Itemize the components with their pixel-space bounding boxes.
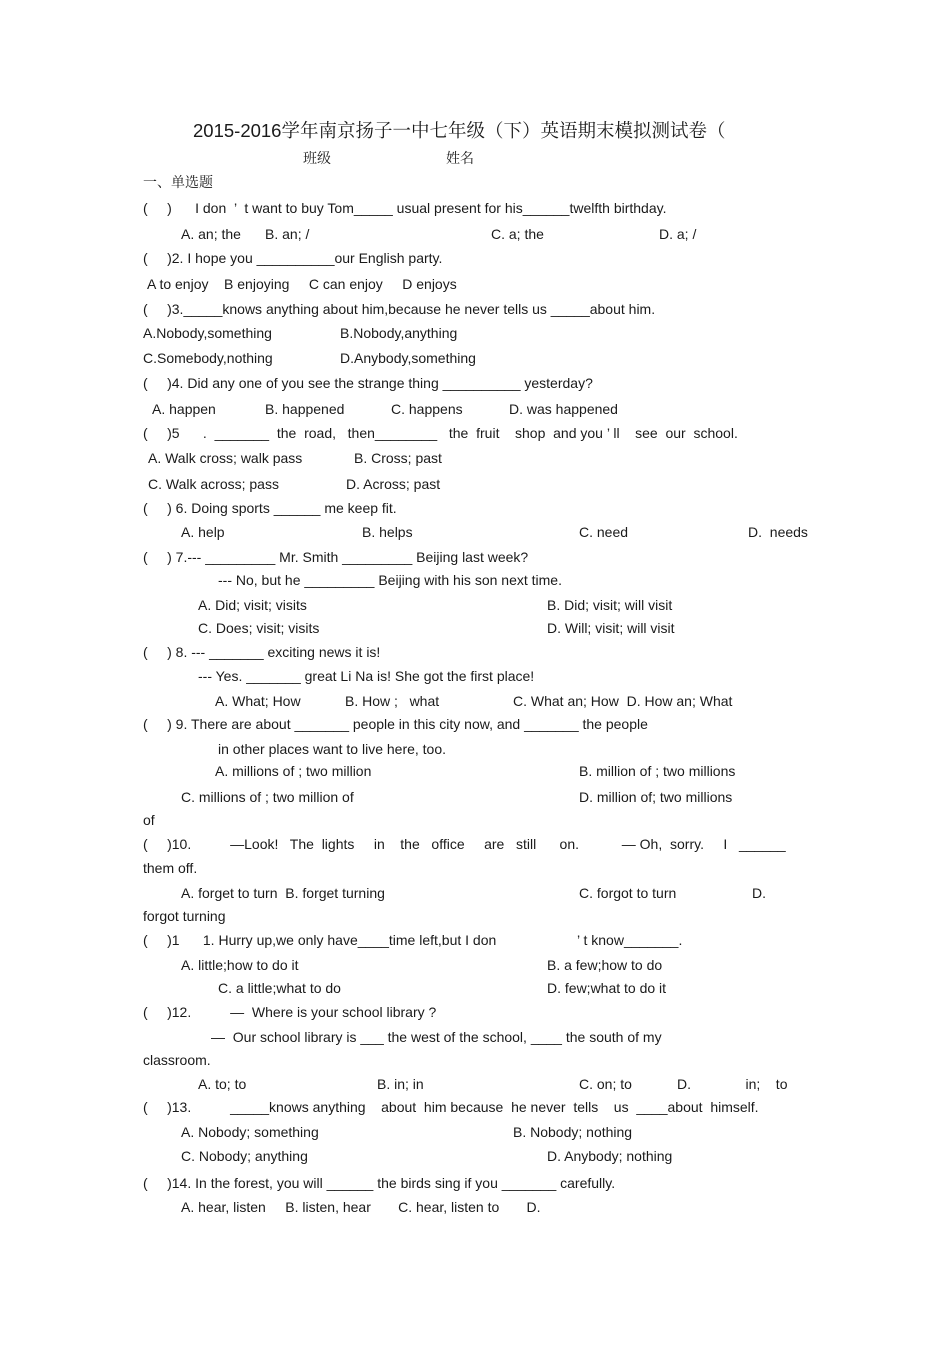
q7-option-a: A. Did; visit; visits <box>198 597 307 613</box>
q3-option-d: D.Anybody,something <box>340 350 476 366</box>
class-label: 班级 <box>303 150 331 166</box>
q9-option-a: A. millions of ; two million <box>215 763 372 779</box>
q10-option-d: D. <box>752 885 766 901</box>
q3-stem: ( )3._____knows anything about him,because he never tells us _____about him. <box>143 301 656 317</box>
name-label: 姓名 <box>446 150 474 166</box>
q7-response: --- No, but he _________ Beijing with his son next time. <box>218 572 562 588</box>
q3-option-b: B.Nobody,anything <box>340 325 458 341</box>
q7-option-b: B. Did; visit; will visit <box>547 597 673 613</box>
q9-option-b: B. million of ; two millions <box>579 763 736 779</box>
q12-option-d: D. in; to <box>677 1076 788 1092</box>
q3-option-a: A.Nobody,something <box>143 325 272 341</box>
q4-option-b: B. happened <box>265 401 345 417</box>
q11-option-c: C. a little;what to do <box>218 980 341 996</box>
q1-option-a: A. an; the <box>181 226 241 242</box>
q11-option-b: B. a few;how to do <box>547 957 663 973</box>
q10-option-ab: A. forget to turn B. forget turning <box>181 885 385 901</box>
q12-response-tail: classroom. <box>143 1052 211 1068</box>
q9-stem: ( ) 9. There are about _______ people in this city now, and _______ the people <box>143 716 648 732</box>
q12-option-b: B. in; in <box>377 1076 424 1092</box>
q12-stem: ( )12. — Where is your school library ? <box>143 1004 437 1020</box>
q1-option-d: D. a; / <box>659 226 697 242</box>
q6-option-a: A. help <box>181 524 225 540</box>
q12-option-a: A. to; to <box>198 1076 247 1092</box>
q9-option-c: C. millions of ; two million of <box>181 789 354 805</box>
q11-stem: ( )1 1. Hurry up,we only have____time left,but I don <box>143 932 497 948</box>
q11-option-d: D. few;what to do it <box>547 980 667 996</box>
q4-option-d: D. was happened <box>509 401 618 417</box>
q6-option-d: D. needs <box>748 524 808 540</box>
q5-option-a: A. Walk cross; walk pass <box>148 450 303 466</box>
q8-option-b: B. How ; what <box>345 693 440 709</box>
q3-option-c: C.Somebody,nothing <box>143 350 273 366</box>
q9-option-d: D. million of; two millions <box>579 789 733 805</box>
q12-response: — Our school library is ___ the west of the school, ____ the south of my <box>211 1029 662 1045</box>
q10-stem-cont: them off. <box>143 860 198 876</box>
q11-stem-end: ’ t know_______. <box>577 932 683 948</box>
q5-option-d: D. Across; past <box>346 476 441 492</box>
q2-stem: ( )2. I hope you __________our English party. <box>143 250 443 266</box>
q6-option-c: C. need <box>579 524 629 540</box>
q8-stem: ( ) 8. --- _______ exciting news it is! <box>143 644 381 660</box>
q9-stem-cont: in other places want to live here, too. <box>218 741 447 757</box>
q10-stem: ( )10. —Look! The lights in the office are still on. — Oh, sorry. I ______ <box>143 836 786 852</box>
q1-option-c: C. a; the <box>491 226 544 242</box>
section-heading: 一、单选题 <box>143 174 213 190</box>
q2-options: A to enjoy B enjoying C can enjoy D enjoys <box>147 276 457 292</box>
q4-stem: ( )4. Did any one of you see the strange thing __________ yesterday? <box>143 375 593 391</box>
page-title: 2015-2016学年南京扬子一中七年级（下）英语期末模拟测试卷（ <box>193 120 726 141</box>
q13-option-c: C. Nobody; anything <box>181 1148 308 1164</box>
q13-stem: ( )13. _____knows anything about him because he never tells us ____about himself. <box>143 1099 759 1115</box>
q7-option-c: C. Does; visit; visits <box>198 620 320 636</box>
q10-option-d-tail: forgot turning <box>143 908 226 924</box>
q7-option-d: D. Will; visit; will visit <box>547 620 675 636</box>
q5-stem: ( )5 . _______ the road, then________ the fruit shop and you ’ ll see our school. <box>143 425 738 441</box>
q14-options: A. hear, listen B. listen, hear C. hear, listen to D. <box>181 1199 541 1215</box>
q6-option-b: B. helps <box>362 524 413 540</box>
q4-option-a: A. happen <box>152 401 216 417</box>
q8-option-cd: C. What an; How D. How an; What <box>513 693 733 709</box>
q5-option-b: B. Cross; past <box>354 450 442 466</box>
q13-option-a: A. Nobody; something <box>181 1124 319 1140</box>
q14-stem: ( )14. In the forest, you will ______ the birds sing if you _______ carefully. <box>143 1175 616 1191</box>
q4-option-c: C. happens <box>391 401 463 417</box>
q7-stem: ( ) 7.--- _________ Mr. Smith _________ Beijing last week? <box>143 549 529 565</box>
q11-option-a: A. little;how to do it <box>181 957 299 973</box>
q8-option-a: A. What; How <box>215 693 301 709</box>
q12-option-c: C. on; to <box>579 1076 632 1092</box>
q8-response: --- Yes. _______ great Li Na is! She got the first place! <box>198 668 535 684</box>
q13-option-b: B. Nobody; nothing <box>513 1124 633 1140</box>
q6-stem: ( ) 6. Doing sports ______ me keep fit. <box>143 500 397 516</box>
q1-stem: ( ) I don ’ t want to buy Tom_____ usual present for his______twelfth birthday. <box>143 200 667 216</box>
q1-option-b: B. an; / <box>265 226 310 242</box>
q5-option-c: C. Walk across; pass <box>148 476 279 492</box>
q10-option-c: C. forgot to turn <box>579 885 677 901</box>
q13-option-d: D. Anybody; nothing <box>547 1148 673 1164</box>
q9-option-c-tail: of <box>143 812 155 828</box>
